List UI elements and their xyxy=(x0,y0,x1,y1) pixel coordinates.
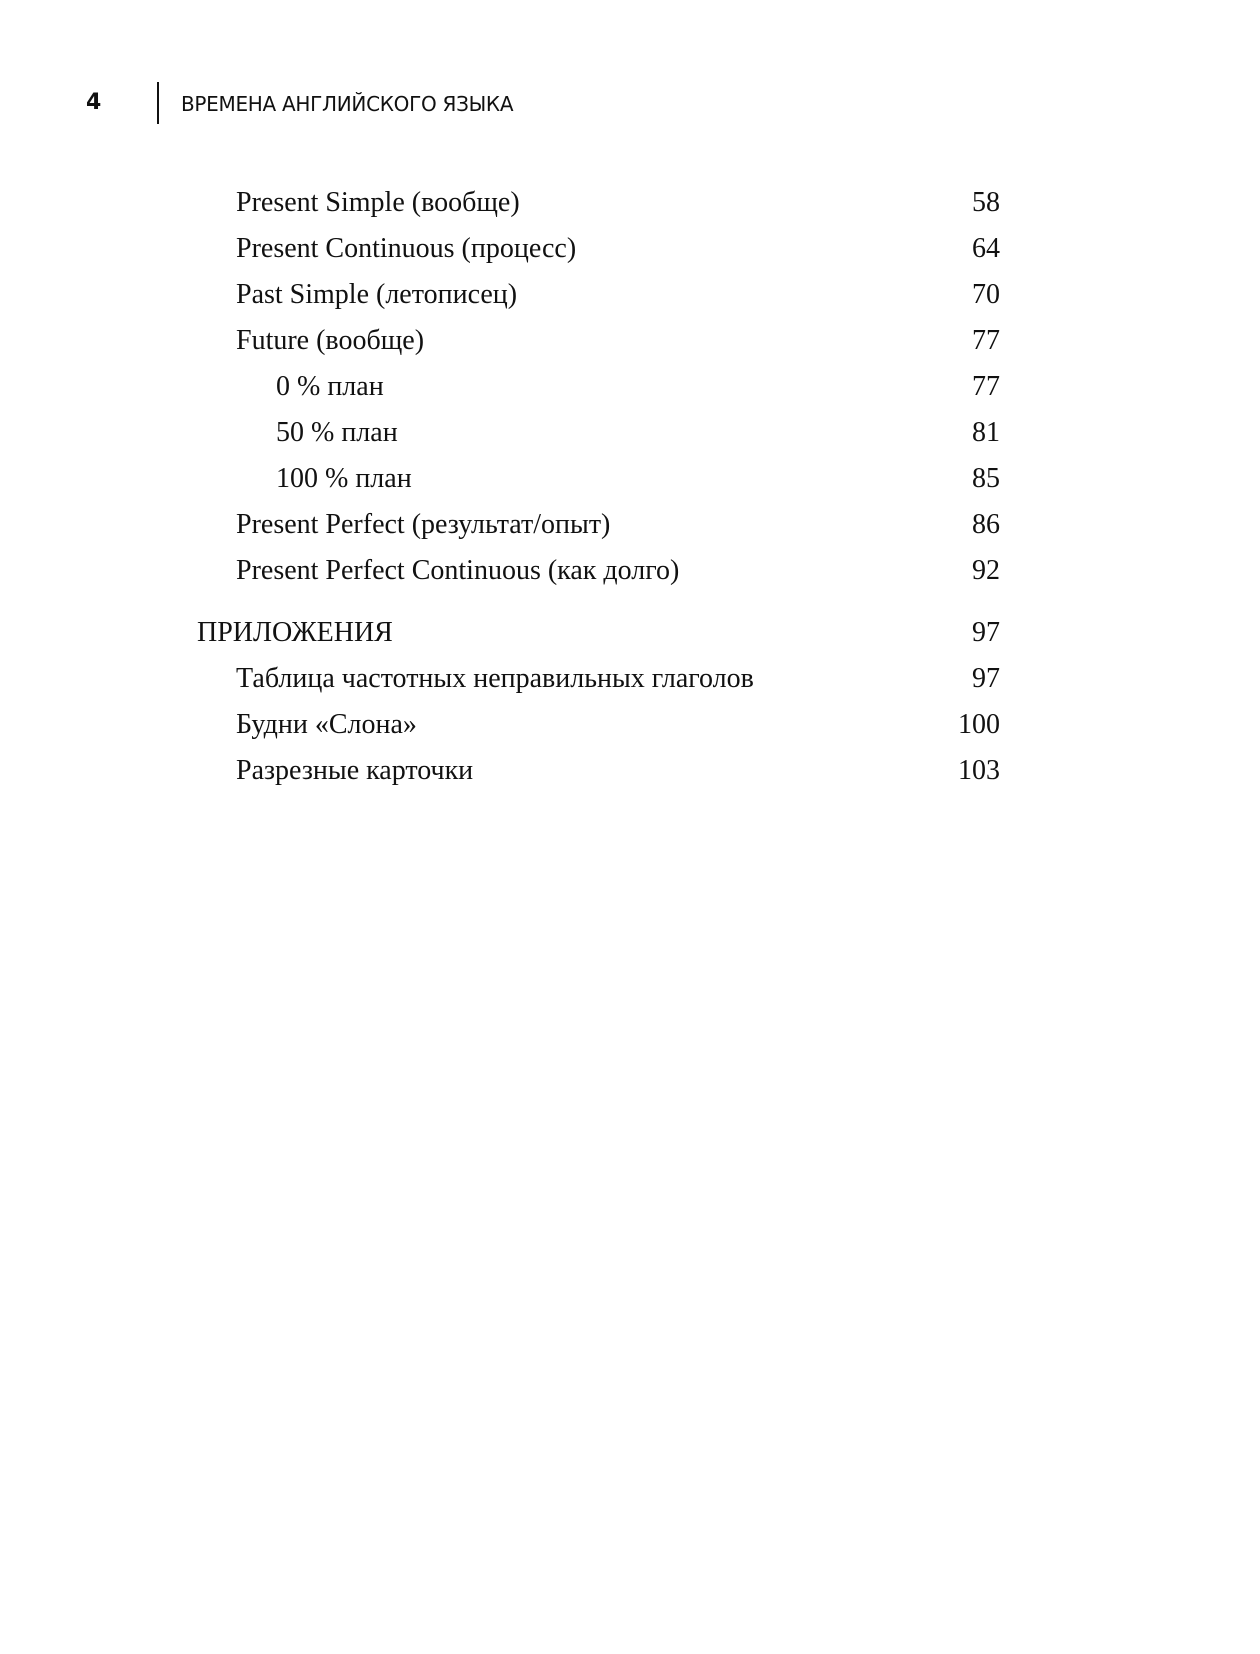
header-divider xyxy=(157,82,159,124)
toc-entry-page: 92 xyxy=(972,555,1000,586)
toc-entry-title: Present Perfect (результат/опыт) xyxy=(236,509,611,540)
toc-entry[interactable] xyxy=(0,272,1260,318)
toc-entry-title: 100 % план xyxy=(276,463,412,494)
toc-entry-page: 77 xyxy=(972,325,1000,356)
toc-entry-page: 58 xyxy=(972,187,1000,218)
toc-entry-title: Present Perfect Continuous (как долго) xyxy=(236,555,680,586)
toc-section-appendices[interactable] xyxy=(0,610,1260,656)
toc-entry[interactable] xyxy=(0,180,1260,226)
running-title: ВРЕМЕНА АНГЛИЙСКОГО ЯЗЫКА xyxy=(181,92,514,116)
page-number: 4 xyxy=(86,90,102,115)
toc-subentry[interactable] xyxy=(0,456,1260,502)
toc-entry-page: 97 xyxy=(972,663,1000,694)
toc-entry[interactable] xyxy=(0,748,1260,794)
toc-entry[interactable] xyxy=(0,702,1260,748)
toc-entry-title: Present Continuous (процесс) xyxy=(236,233,577,264)
toc-entry-title: 0 % план xyxy=(276,371,384,402)
toc-entry-page: 70 xyxy=(972,279,1000,310)
toc-entry-page: 97 xyxy=(972,617,1000,648)
table-of-contents xyxy=(0,180,1260,794)
toc-entry-page: 103 xyxy=(958,755,1000,786)
toc-entry-title: Future (вообще) xyxy=(236,325,425,356)
toc-entry-title: Будни «Слона» xyxy=(236,709,417,740)
toc-entry-title: 50 % план xyxy=(276,417,398,448)
toc-entry-title: Таблица частотных неправильных глаголов xyxy=(236,663,754,694)
toc-entry-title: Present Simple (вообще) xyxy=(236,187,520,218)
toc-entry[interactable] xyxy=(0,226,1260,272)
toc-entry[interactable] xyxy=(0,318,1260,364)
toc-entry[interactable] xyxy=(0,548,1260,594)
toc-entry-title: Past Simple (летописец) xyxy=(236,279,518,310)
toc-entry-page: 100 xyxy=(958,709,1000,740)
toc-entry-page: 86 xyxy=(972,509,1000,540)
toc-entry-title: Разрезные карточки xyxy=(236,755,474,786)
toc-entry[interactable] xyxy=(0,656,1260,702)
toc-entry-page: 64 xyxy=(972,233,1000,264)
toc-section-title: ПРИЛОЖЕНИЯ xyxy=(197,617,393,648)
toc-entry-page: 85 xyxy=(972,463,1000,494)
toc-entry[interactable] xyxy=(0,502,1260,548)
toc-entry-page: 77 xyxy=(972,371,1000,402)
toc-entry-page: 81 xyxy=(972,417,1000,448)
page-header xyxy=(0,82,1260,130)
toc-subentry[interactable] xyxy=(0,410,1260,456)
toc-subentry[interactable] xyxy=(0,364,1260,410)
